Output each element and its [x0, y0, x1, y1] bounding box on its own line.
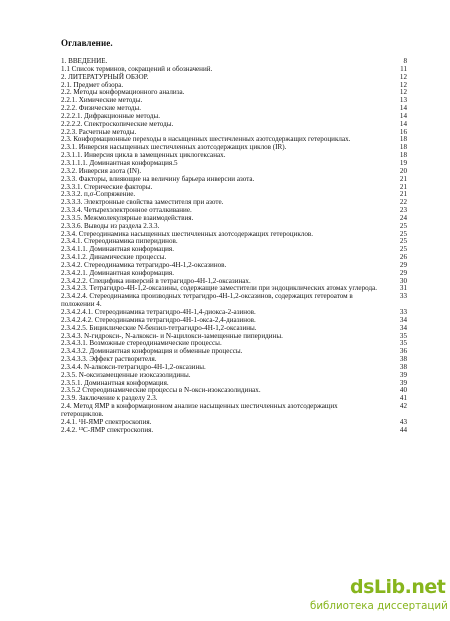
- toc-entry-title: 2.4.1. ¹Н-ЯМР спектроскопия.: [61, 417, 152, 426]
- toc-entry-title: 2.1. Предмет обзора.: [61, 80, 124, 89]
- toc-entry-title: 2.3.4.3.1. Возможные стереодинамические процессы.: [61, 339, 222, 348]
- toc-entry-title: 2.3.4.2.3. Тетрагидро-4Н-1,2-оксазины, содержащие заместители при эндоциклических атомах углерода.: [61, 284, 377, 293]
- toc-entry-page: 21: [399, 182, 407, 191]
- toc-entry-title: 2.3.3.3. Электронные свойства заместителя при азоте.: [61, 198, 224, 207]
- toc-entry-page: 38: [399, 362, 407, 371]
- toc-entry-title: 2.3.2. Инверсия азота (IN).: [61, 166, 142, 175]
- toc-entry-title: 2.2.1. Химические методы.: [61, 96, 143, 105]
- toc-entry-title: 2.3.3.2. п,σ-Сопряжение.: [61, 190, 136, 199]
- toc-entry-page: 34: [399, 323, 407, 332]
- toc-entry-title: 2.2. Методы конформационного анализа.: [61, 88, 185, 97]
- toc-entry-title: 2.3.3. Факторы, влияющие на величину барьера инверсии азота.: [61, 174, 255, 183]
- toc-entry-title: 2.2.3. Расчетные методы.: [61, 127, 137, 136]
- toc-entry-title: 2.3.4.1.1. Доминантная конформация.: [61, 245, 174, 254]
- watermark-subtitle: библиотека диссертаций: [310, 600, 448, 612]
- toc-entry-page: 39: [399, 370, 407, 379]
- toc-entry-page: 18: [399, 135, 407, 144]
- toc-entry-page: 44: [399, 425, 407, 434]
- toc-entry-page: 25: [399, 245, 407, 254]
- toc-entry-title: 2.3.4.1.2. Динамические процессы.: [61, 253, 167, 262]
- toc-entry-title: 2.3.3.1. Стерические факторы.: [61, 182, 153, 191]
- toc-entry-page: 8: [403, 57, 407, 65]
- toc-entry-title: 2.3.5. N-оксизамещенные изоксазолидины.: [61, 370, 191, 379]
- toc-entry-page: 33: [399, 308, 407, 316]
- toc-entry-page: 13: [399, 96, 407, 105]
- toc-entry-page: 14: [399, 111, 407, 120]
- toc-entry-page: 26: [399, 253, 407, 262]
- toc-entry-title: 2.3.4.2.4.1. Стереодинамика тетрагидро-4Н-1,4-диокса-2-азинов.: [61, 308, 256, 316]
- toc-entry-page: 34: [399, 315, 407, 324]
- toc-entry-page: 18: [399, 151, 407, 160]
- watermark-logo: dsLib.net: [350, 576, 446, 598]
- toc-entry-page: 40: [399, 386, 407, 395]
- toc-entry-page: 42: [399, 402, 407, 411]
- toc-entry-title: 2.4. Метод ЯМР в конформационном анализе насыщенных шестичленных азотсодержащих гетероциклов.: [61, 402, 338, 418]
- toc-entry: [61, 403, 407, 419]
- toc-entry: [61, 427, 407, 435]
- toc-entry-page: 30: [399, 276, 407, 285]
- toc-entry-page: 22: [399, 198, 407, 207]
- toc-entry-page: 12: [399, 80, 407, 89]
- toc-entry-title: 2.3.4.2.4. Стереодинамика производных тетрагидро-4Н-1,2-оксазинов, содержащих гетероатом в положении 4.: [61, 292, 353, 309]
- toc-entry-page: 41: [399, 394, 407, 403]
- table-of-contents: [61, 58, 407, 435]
- toc-entry: [61, 293, 407, 309]
- toc-entry-title: 2. ЛИТЕРАТУРНЫЙ ОБЗОР.: [61, 72, 149, 81]
- toc-entry-title: 2.3.4.3. N-гидрокси-, N-алкокси- и N-ацилокси-замещенные пиперидины.: [61, 331, 283, 340]
- toc-entry-page: 16: [399, 127, 407, 136]
- toc-entry-page: 21: [399, 174, 407, 183]
- toc-entry-page: 21: [399, 190, 407, 199]
- toc-entry-page: 25: [399, 237, 407, 246]
- toc-entry-page: 14: [399, 104, 407, 113]
- toc-entry-title: 2.3.3.6. Выводы из раздела 2.3.3.: [61, 221, 160, 230]
- toc-entry-page: 29: [399, 260, 407, 269]
- toc-entry-page: 23: [399, 206, 407, 215]
- toc-entry-title: 2.3.5.1. Доминантная конформация.: [61, 378, 169, 387]
- toc-entry-title: 2.3. Конформационные переходы в насыщенных шестичленных азотсодержащих гетероциклах.: [61, 135, 351, 144]
- toc-entry-page: 35: [399, 339, 407, 348]
- toc-entry-page: 19: [399, 158, 407, 167]
- toc-entry-title: 2.2.2.1. Дифракционные методы.: [61, 111, 160, 120]
- toc-entry-title: 2.3.4.4. N-алкокси-тетрагидро-4Н-1,2-оксазины.: [61, 362, 206, 371]
- watermark: [308, 576, 450, 616]
- toc-entry-title: 2.3.4.2.4.2. Стереодинамика тетрагидро-4Н-1-окса-2,4-диазинов.: [61, 315, 256, 324]
- toc-entry-page: 43: [399, 417, 407, 426]
- toc-entry-title: 2.3.4.2. Стереодинамика тетрагидро-4Н-1,2-оксазинов.: [61, 260, 227, 269]
- toc-entry-title: 2.3.4.3.3. Эффект растворителя.: [61, 355, 157, 364]
- toc-entry-page: 33: [399, 292, 407, 301]
- toc-entry-title: 2.3.4.2.1. Доминантная конформация.: [61, 268, 174, 277]
- toc-entry-page: 20: [399, 166, 407, 175]
- toc-entry-title: 1. ВВЕДЕНИЕ.: [61, 57, 108, 65]
- toc-entry-title: 2.3.4.2.2. Специфика инверсий в тетрагидро-4Н-1,2-оксазинах.: [61, 276, 251, 285]
- toc-entry-page: 12: [399, 72, 407, 81]
- toc-entry-title: 2.4.2. ¹³С-ЯМР спектроскопия.: [61, 425, 154, 434]
- toc-entry-page: 36: [399, 347, 407, 356]
- toc-entry-title: 2.3.4.2.5. Бициклические N-бензил-тетрагидро-4Н-1,2-оксазины.: [61, 323, 257, 332]
- toc-entry-title: 2.3.1.1. Инверсия цикла в замещенных циклогексанах.: [61, 151, 226, 160]
- toc-entry-page: 11: [400, 64, 407, 73]
- toc-entry-page: 25: [399, 229, 407, 238]
- toc-entry-title: 2.3.1.1.1. Доминантная конформация.5: [61, 158, 178, 167]
- toc-entry-page: 18: [399, 143, 407, 152]
- toc-entry-page: 38: [399, 355, 407, 364]
- toc-entry-title: 2.3.4. Стереодинамика насыщенных шестичленных азотсодержащих гетероциклов.: [61, 229, 314, 238]
- toc-entry-page: 25: [399, 221, 407, 230]
- toc-entry-title: 2.3.3.5. Межмолекулярные взаимодействия.: [61, 213, 194, 222]
- toc-entry-page: 31: [399, 284, 407, 293]
- toc-entry-title: 2.3.1. Инверсия насыщенных шестичленных азотсодержащих циклов (IR).: [61, 143, 287, 152]
- toc-entry-page: 14: [399, 119, 407, 128]
- toc-entry-page: 29: [399, 268, 407, 277]
- toc-entry-page: 12: [399, 88, 407, 97]
- toc-entry-title: 2.2.2. Физические методы.: [61, 104, 142, 113]
- toc-entry-title: 2.3.3.4. Четырехэлектронное отталкивание.: [61, 206, 192, 215]
- toc-entry-title: 1.1 Список терминов, сокращений и обозначений.: [61, 64, 213, 73]
- toc-entry-page: 39: [399, 378, 407, 387]
- toc-entry-title: 2.3.9. Заключение к разделу 2.3.: [61, 394, 158, 403]
- toc-entry-title: 2.3.4.3.2. Доминантная конформация и обменные процессы.: [61, 347, 243, 356]
- toc-entry-title: 2.3.4.1. Стереодинамика пиперидинов.: [61, 237, 178, 246]
- toc-entry-page: 24: [399, 213, 407, 222]
- toc-entry-title: 2.2.2.2. Спектроскопические методы.: [61, 119, 174, 128]
- toc-entry-page: 35: [399, 331, 407, 340]
- toc-entry-title: 2.3.5.2 Стереодинамические процессы в N-окси-изоксазолидинах.: [61, 386, 261, 395]
- page-title: Оглавление.: [61, 38, 113, 48]
